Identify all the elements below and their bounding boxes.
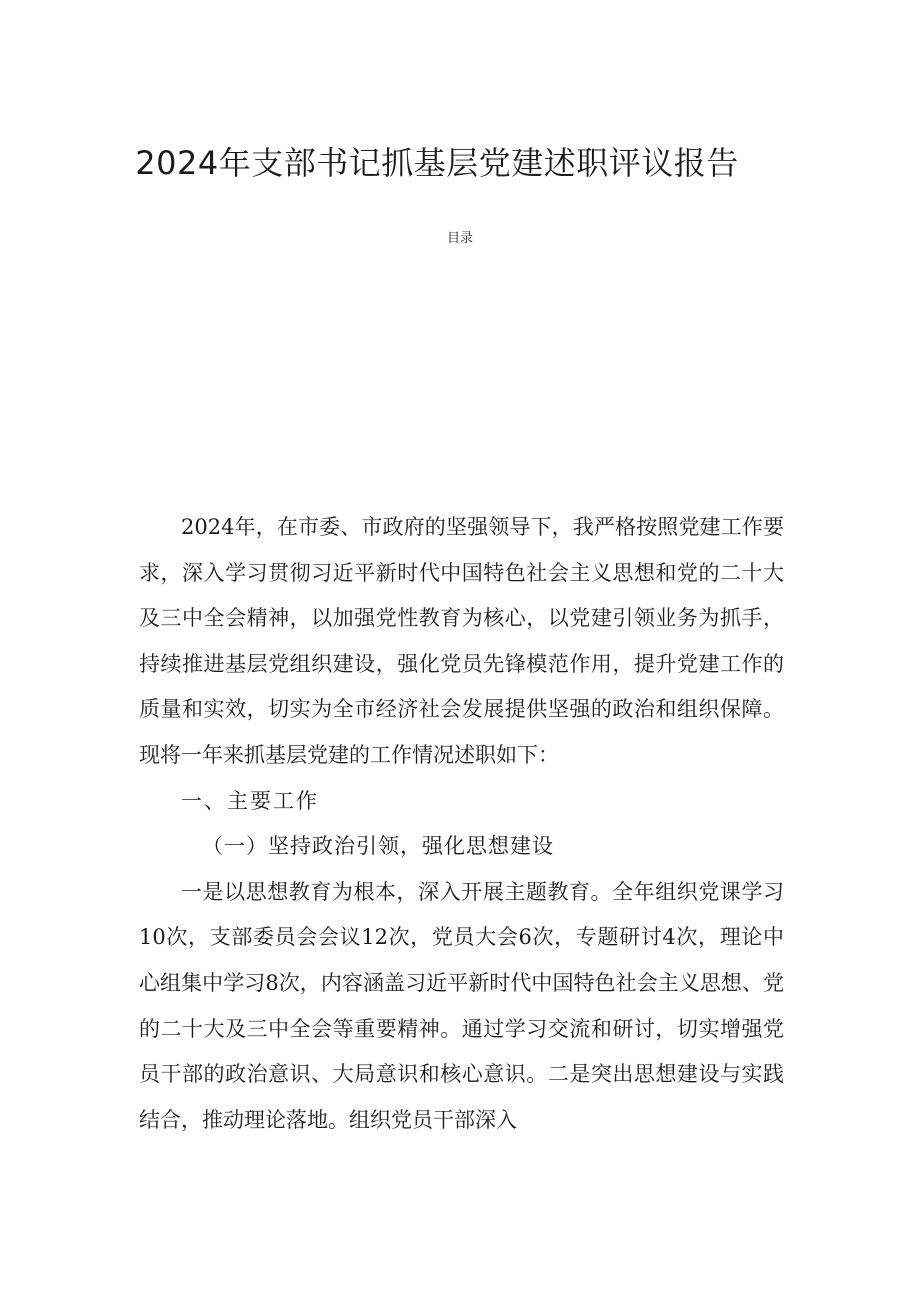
section-heading: 一、主要工作 [181,788,319,813]
toc-label: 目录 [446,231,473,246]
subsection-heading: （一）坚持政治引领，强化思想建设 [202,834,554,859]
body-paragraph: 一是以思想教育为根本，深入开展主题教育。全年组织党课学习10次，支部委员会会议12次，党员大会6次，专题研讨4次，理论中心组集中学习8次，内容涵盖习近平新时代中国特色社会主义思想、党的二十大及三中全会等重要精神。通过学习交流和研讨，切实增强党员干部的政治意识、大局意识和核心意识。二是突出思想建设与实践结合，推动理论落地。组织党员干部深入 [139,879,784,1132]
document-body [139,505,784,1143]
intro-paragraph: 2024年，在市委、市政府的坚强领导下，我严格按照党建工作要求，深入学习贯彻习近平新时代中国特色社会主义思想和党的二十大及三中全会精神，以加强党性教育为核心，以党建引领业务为抓手，持续推进基层党组织建设，强化党员先锋模范作用，提升党建工作的质量和实效，切实为全市经济社会发展提供坚强的政治和组织保障。现将一年来抓基层党建的工作情况述职如下： [139,515,784,767]
document-title: 2024年支部书记抓基层党建述职评议报告 [135,144,739,182]
